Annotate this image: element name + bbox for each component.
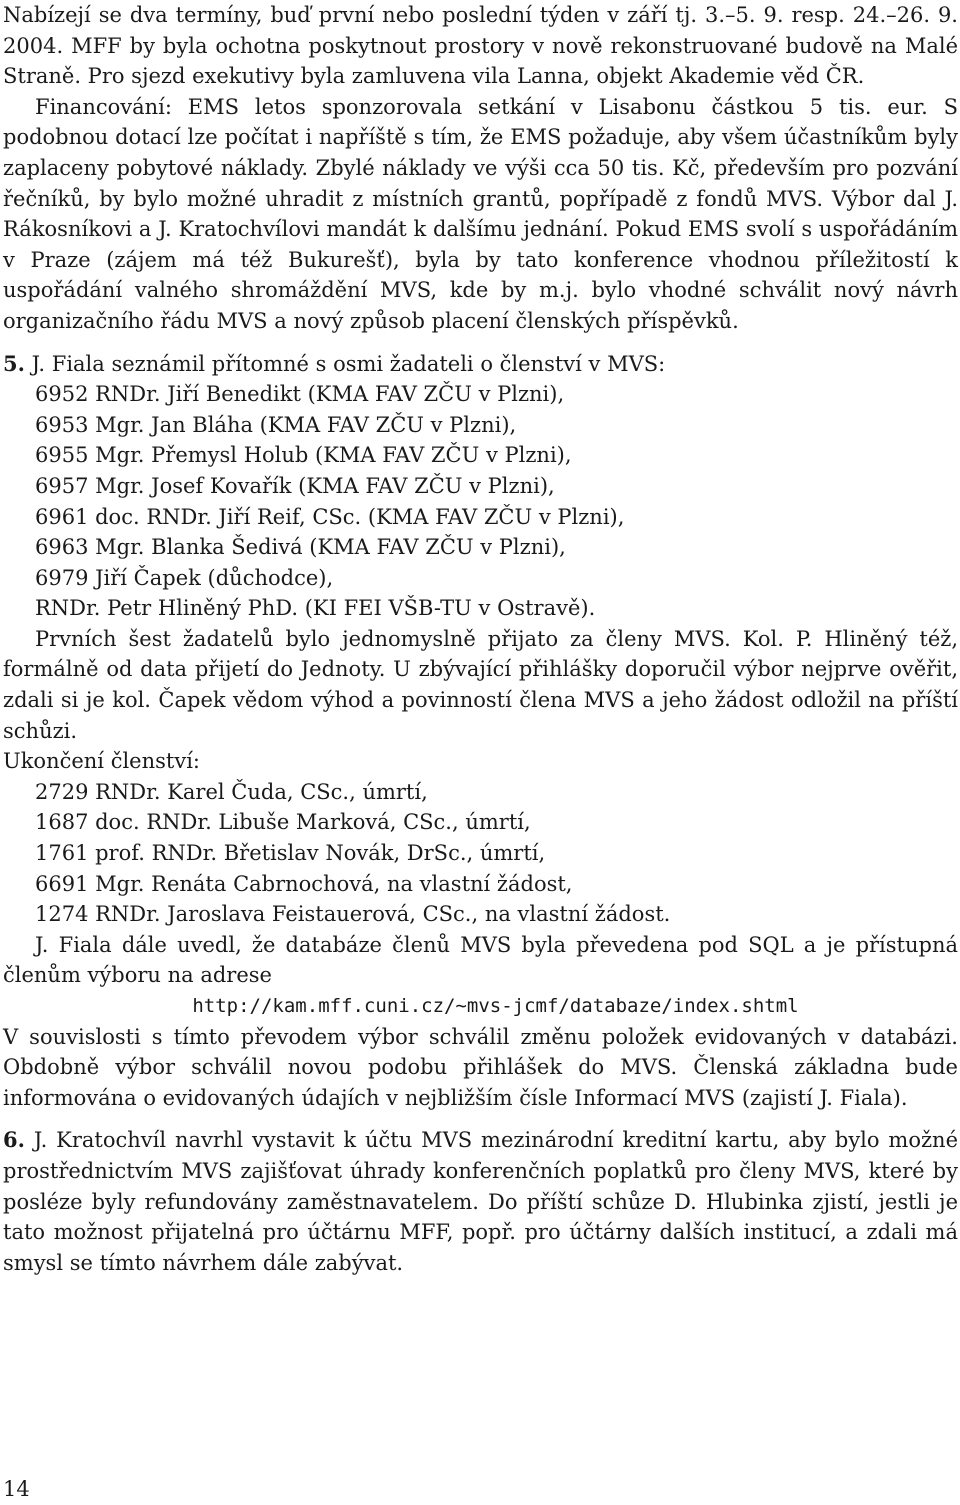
terminations-list bbox=[3, 777, 958, 930]
section-5-number: 5. bbox=[3, 350, 25, 376]
paragraph-financing: Financování: EMS letos sponzorovala setkání v Lisabonu částkou 5 tis. eur. S podobnou dotací lze počítat i napříště s tím, že EMS požaduje, aby všem účastníkům byly zaplaceny pobytové náklady. Zbylé náklady ve výši cca 50 tis. Kč, především pro pozvání řečníků, by bylo možné uhradit z místních grantů, popřípadě z fondů MVS. Výbor dal J. Rákosníkovi a J. Kratochvílovi mandát k dalšímu jednání. Pokud EMS svolí s uspořádáním v Praze (zájem má též Bukurešť), byla by tato konference vhodnou příležitostí k uspořádání valného shromáždění MVS, kde by m.j. bylo vhodné schválit nový návrh organizačního řádu MVS a nový způsob placení členských příspěvků. bbox=[3, 94, 958, 333]
section-6 bbox=[3, 1125, 958, 1278]
list-item: 6952 RNDr. Jiří Benedikt (KMA FAV ZČU v Plzni), bbox=[35, 382, 565, 407]
document-page bbox=[3, 0, 958, 1278]
list-item: 6953 Mgr. Jan Bláha (KMA FAV ZČU v Plzni), bbox=[35, 412, 517, 437]
list-item: 1761 prof. RNDr. Břetislav Novák, DrSc., úmrtí, bbox=[35, 841, 546, 866]
list-item: 6957 Mgr. Josef Kovařík (KMA FAV ZČU v Plzni), bbox=[35, 473, 555, 498]
paragraph-database: J. Fiala dále uvedl, že databáze členů MVS byla převedena pod SQL a je přístupná členům výboru na adrese bbox=[3, 932, 958, 988]
applicants-list bbox=[3, 379, 958, 624]
section-5-intro-text: J. Fiala seznámil přítomné s osmi žadateli o členství v MVS: bbox=[24, 351, 666, 376]
page-number: 14 bbox=[3, 1477, 30, 1501]
section-6-number: 6. bbox=[3, 1127, 25, 1153]
list-item: 6979 Jiří Čapek (důchodce), bbox=[35, 565, 334, 590]
list-item: 6961 doc. RNDr. Jiří Reif, CSc. (KMA FAV ZČU v Plzni), bbox=[35, 504, 625, 529]
database-url: http://kam.mff.cuni.cz/∼mvs-jcmf/databaze/index.shtml bbox=[192, 995, 799, 1017]
termination-heading: Ukončení členství: bbox=[3, 749, 200, 774]
section-5-intro bbox=[3, 349, 958, 380]
list-item: 6955 Mgr. Přemysl Holub (KMA FAV ZČU v Plzni), bbox=[35, 443, 572, 468]
list-item: 6691 Mgr. Renáta Cabrnochová, na vlastní žádost, bbox=[35, 871, 573, 896]
list-item: 1687 doc. RNDr. Libuše Marková, CSc., úmrtí, bbox=[35, 810, 531, 835]
list-item: 6963 Mgr. Blanka Šedivá (KMA FAV ZČU v Plzni), bbox=[35, 535, 566, 560]
list-item: 1274 RNDr. Jaroslava Feistauerová, CSc., na vlastní žádost. bbox=[35, 902, 671, 927]
paragraph-accepted: Prvních šest žadatelů bylo jednomyslně přijato za členy MVS. Kol. P. Hliněný též, formálně od data přijetí do Jednoty. U zbývající přihlášky doporučil výbor nejprve ověřit, zdali si je kol. Čapek vědom výhod a povinností člena MVS a jeho žádost odložil na příští schůzi. bbox=[3, 626, 958, 743]
paragraph-changes: V souvislosti s tímto převodem výbor schválil změnu položek evidovaných v databázi. Obdobně výbor schválil novou podobu přihlášek do MVS. Členská základna bude informována o evidovaných údajích v nejbližším čísle Informací MVS (zajistí J. Fiala). bbox=[3, 1024, 958, 1110]
list-item: RNDr. Petr Hliněný PhD. (KI FEI VŠB-TU v Ostravě). bbox=[35, 596, 596, 621]
section-6-text: J. Kratochvíl navrhl vystavit k účtu MVS mezinárodní kreditní kartu, aby bylo možné prostřednictvím MVS zajišťovat úhrady konferenčních poplatků pro členy MVS, které by posléze byly refundovány zaměstnavatelem. Do příští schůze D. Hlubinka zjistí, jestli je tato možnost přijatelná pro účtárnu MFF, popř. pro účtárny dalších institucí, a zdali má smysl se tímto návrhem dále zabývat. bbox=[3, 1128, 958, 1275]
paragraph-terms: Nabízejí se dva termíny, buď první nebo poslední týden v září tj. 3.–5. 9. resp. 24.–26. 9. 2004. MFF by byla ochotna poskytnout prostory v nově rekonstruované budově na Malé Straně. Pro sjezd exekutivy byla zamluvena vila Lanna, objekt Akademie věd ČR. bbox=[3, 3, 958, 89]
list-item: 2729 RNDr. Karel Čuda, CSc., úmrtí, bbox=[35, 779, 428, 804]
